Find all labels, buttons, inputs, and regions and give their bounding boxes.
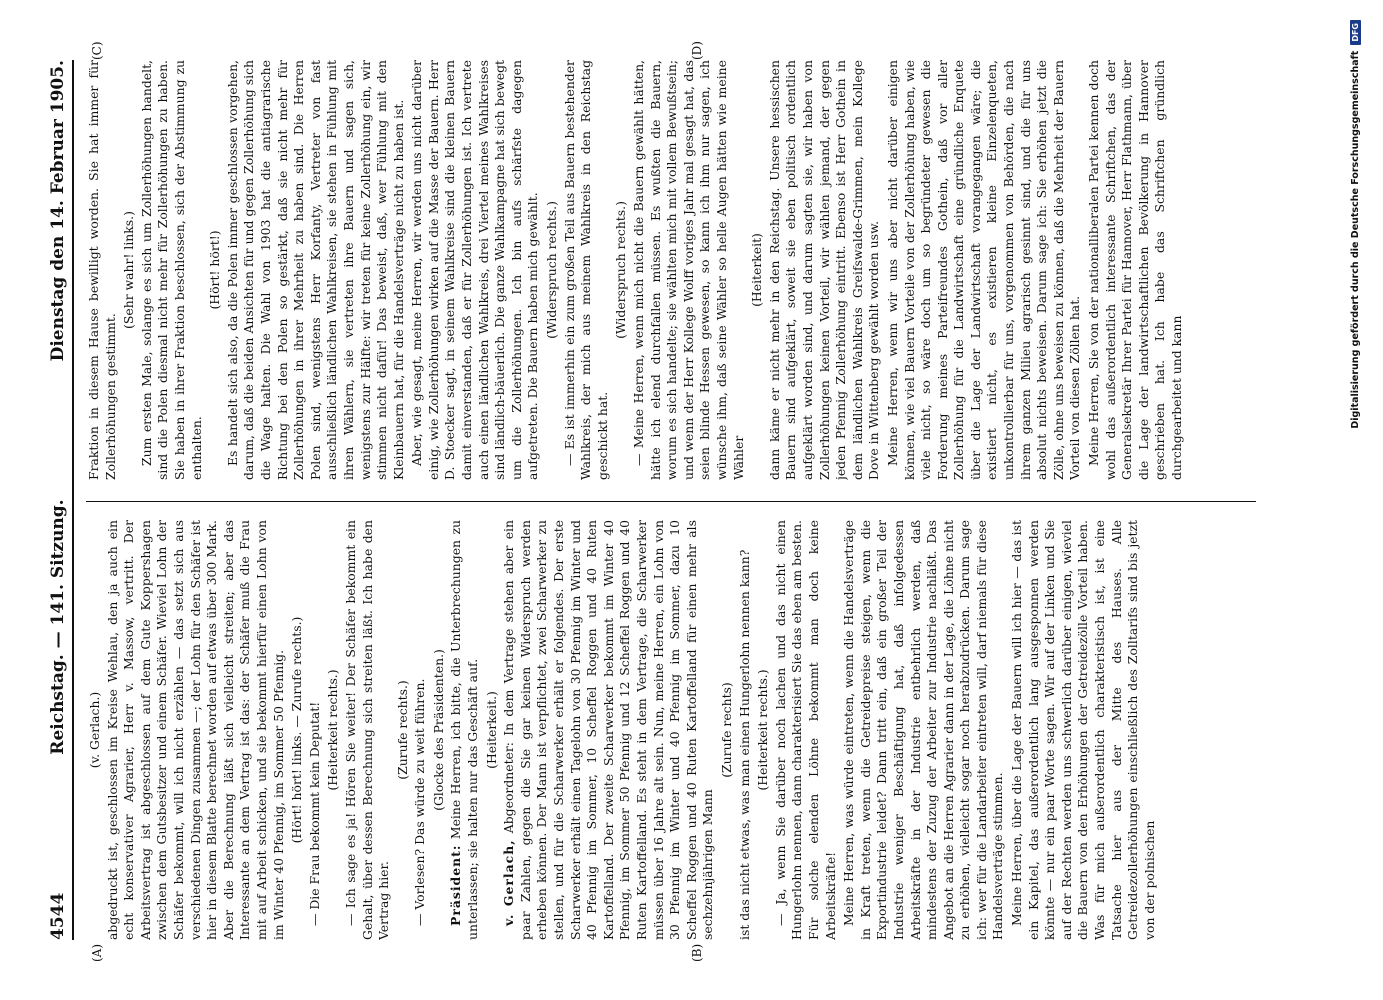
left-interjection: (Zurufe rechts) — [718, 682, 734, 778]
digitization-note — [1350, 20, 1361, 440]
dfg-logo: DFG — [1350, 20, 1361, 45]
margin-marker-a: (A) — [90, 943, 104, 962]
speaker-name: v. Gerlach, — [501, 839, 517, 926]
left-interjection: (Heiterkeit rechts.) — [755, 669, 771, 791]
speaker-text: Abgeordneter: In dem Vertrage stehen aber ein paar Zahlen, gegen die Sie gar keinen Widerspruch werden erheben können. Der Mann ist verpflichtet, zwei Scharwerker zu stellen, und für die Scharwerker erhält er folgendes. Der erste Scharwerker erhält einen Tagelohn von 30 Pfennig im Winter und 40 Pfennig im Sommer, 10 Scheffel Roggen und 40 Ruten Kartoffelland. Der zweite Scharwerker bekommt im Winter 40 Pfennig, im Sommer 50 Pfennig und 12 Scheffel Roggen und 40 Ruten Kartoffelland. Es steht in dem Vertrage, die Scharwerker müssen über 16 Jahre alt sein. Nun, meine Herren, ein Lohn von 30 Pfennig im Winter und 40 Pfennig im Sommer, dazu 10 Scheffel Roggen und 40 Ruten Kartoffelland für einen mehr als sechzehnjährigen Mann — [501, 520, 716, 940]
right-paragraph: Es handelt sich also, da die Polen immer geschlossen vorgehen, darum, daß die beiden Ansichten für und gegen Zollerhöhung sich die Wage halten. Die Wahl von 1903 hat die antiagrarische Richtung bei den Polen so gestärkt, daß sie nicht mehr für Zollerhöhungen in ihrer Mehrheit zu haben sind. Die Herren Polen sind, wenigstens Herr Korfanty, Vertreter von fast ausschließlich ländlichen Wahlkreisen, sie stehen in Fühlung mit ihren Wählern, sie vertreten ihre Bauern und sagen sich, wenigstens zur Hälfte: wir treten für keine Zollerhöhung ein, wir stimmen nicht dafür! Das beweist, daß, wer Fühlung mit den Kleinbauern hat, für die Handelsverträge nicht zu haben ist. — [224, 60, 406, 480]
column-divider — [86, 501, 1256, 502]
header-rule — [72, 60, 74, 940]
right-paragraph: — Meine Herren, wenn mich nicht die Bauern gewählt hätten, hätte ich elend durchfallen müssen. Es wußten die Bauern, worum es sich handelte; sie wählten mich mit vollem Bewußtsein; und wenn der Herr Kollege Wolff voriges Jahr mal gesagt hat, das seien blinde Hessen gewesen, so kann ich ihm nur sagen, ich wünsche ihm, daß seine Wähler so helle Augen hätten wie meine Wähler — [631, 60, 746, 480]
speaker-text: Meine Herren, ich bitte, die Unterbrechungen zu unterlassen; sie halten nur das Geschäft auf. — [448, 520, 481, 940]
left-interjection: (Heiterkeit.) — [483, 691, 499, 769]
left-paragraph: ist das nicht etwas, was man einen Hungerlohn nennen kann? — [736, 549, 752, 940]
right-interjection: (Sehr wahr! links.) — [121, 211, 137, 329]
left-interjection: (v. Gerlach.) — [87, 691, 102, 769]
left-column — [86, 520, 1256, 940]
right-paragraph: — Es ist immerhin ein zum großen Teil aus Bauern bestehender Wahlkreis, der mich aus meinem Wahlkreis in den Reichstag geschickt hat. — [561, 60, 610, 480]
right-paragraph: dann käme er nicht mehr in den Reichstag. Unsere hessischen Bauern sind aufgeklärt, soweit sie eben politisch ordentlich aufgeklärt worden sind, und darum sagten sie, wir haben von Zollerhöhungen keinen Vorteil, wir wählen jemand, der gegen jeden Pfennig Zollerhöhung eintritt. Ebenso ist Herr Gothein in dem ländlichen Wahlkreis Greifswalde-Grimmen, mein Kollege Dove in Wittenberg gewählt worden usw. — [766, 60, 882, 480]
right-interjection: (Widerspruch rechts.) — [544, 201, 560, 339]
right-column — [86, 60, 1256, 480]
page-header — [40, 60, 68, 940]
left-paragraph: — Vorlesen? Das würde zu weit führen. — [412, 678, 428, 926]
page-number: 4544 — [48, 892, 68, 940]
right-paragraph: Fraktion in diesem Hause bewilligt worden. Sie hat immer für Zollerhöhungen gestimmt. — [86, 60, 118, 480]
left-paragraph: abgedruckt ist, geschlossen im Kreise Wehlau, den ja auch ein echt konservativer Agrarier, Herr v. Massow, vertritt. Der Arbeitsvertrag ist abgeschlossen auf dem Gute Koppershagen zwischen dem Gutsbesitzer und einem Schäfer. Wieviel Lohn der Schäfer bekommt, will ich nicht erzählen — das setzt sich aus verschiedenen Dingen zusammen —; der Lohn für den Schäfer ist hier in diesem Blatte berechnet worden auf etwas über 300 Mark. Aber die Berechnung läßt sich vielleicht streiten; aber das Interessante an dem Vertrag ist das: der Schäfer muß die Frau mit auf Arbeit schicken, und sie bekommt hierfür einen Lohn von im Winter 40 Pfennig, im Sommer 50 Pfennig. — [104, 520, 286, 940]
left-paragraph: — Ich sage es ja! Hören Sie weiter! Der Schäfer bekommt ein Gehalt, über dessen Berechnung sich streiten läßt. Ich habe den Vertrag hier. — [342, 520, 392, 940]
margin-marker-d: (D) — [690, 41, 704, 60]
left-interjection: (Zurufe rechts.) — [394, 680, 410, 780]
right-interjection: (Widerspruch rechts.) — [613, 201, 629, 339]
left-interjection: (Heiterkeit rechts.) — [325, 669, 341, 791]
speaker-name: Präsident: — [448, 844, 464, 926]
dfg-note-text: Digitalisierung gefördert durch die Deutsche Forschungsgemeinschaft — [1350, 50, 1361, 429]
session-date: Dienstag den 14. Februar 1905. — [48, 60, 68, 362]
left-speaker-paragraph — [448, 520, 481, 940]
right-paragraph: Aber, wie gesagt, meine Herren, wir werden uns nicht darüber einig, wie Zollerhöhungen wirken auf die Masse der Bauern. Herr D. Stoecker sagt, in seinem Wahlkreise sind die kleinen Bauern damit einverstanden, daß er für Zollerhöhungen ist. Ich vertrete auch einen ländlichen Wahlkreis, drei Viertel meines Wahlkreises sind ländlich-bäuerlich. Die ganze Wahlkampagne hat sich bewegt um die Zollerhöhungen. Ich bin aufs schärfste dagegen aufgetreten. Die Bauern haben mich gewählt. — [409, 60, 541, 480]
margin-marker-b: (B) — [690, 943, 704, 962]
right-interjection: (Hört! hört!) — [207, 230, 223, 310]
left-speaker-paragraph — [501, 520, 717, 940]
right-paragraph: Meine Herren, wenn wir uns aber nicht darüber einigen können, wie viel Bauern Vorteile von der Zollerhöhung haben, wie viele nicht, so wäre doch um so begründeter gewesen die Forderung meines Parteifreundes Gothein, daß vor aller Zollerhöhung für die Landwirtschaft eine gründliche Enquete über die Lage der Landwirtschaft vorangegangen wäre; die existiert nicht, es existieren kleine Einzelenqueten, unkontrollierbar für uns, vorgenommen von Behörden, die nach ihrem ganzen Milieu agrarisch gesinnt sind, und die für uns absolut nichts beweisen. Darum sage ich: Sie erhöhen jetzt die Zölle, ohne uns beweisen zu können, daß die Mehrheit der Bauern Vorteil von diesen Zöllen hat. — [884, 60, 1083, 480]
left-paragraph: Meine Herren, über die Lage der Bauern will ich hier — das ist ein Kapitel, das außerordentlich lang ausgesponnen werden könnte — nur ein paar Worte sagen. Wir auf der Linken und Sie auf der Rechten werden uns schwerlich darüber einigen, wieviel die Bauern von den Erhöhungen der Getreidezölle Vorteil haben. Was für mich außerordentlich charakteristisch ist, ist eine Tatsache hier aus der Mitte des Hauses. Alle Getreidezollerhöhungen einschließlich des Zolltarifs sind bis jetzt von der polnischen — [1009, 520, 1157, 940]
right-paragraph: Meine Herren, Sie von der nationalliberalen Partei kennen doch wohl das außerordentlich interessante Schriftchen, das der Generalsekretär Ihrer Partei für Hannover, Herr Flathmann, über die Lage der landwirtschaftlichen Bevölkerung in Hannover geschrieben hat. Ich habe das Schriftchen gründlich durchgearbeitet und kann — [1086, 60, 1184, 480]
session-title: Reichstag. — 141. Sitzung. — [48, 499, 68, 755]
left-paragraph: — Ja, wenn Sie darüber noch lachen und das nicht einen Hungerlohn nennen, dann charakterisiert Sie das eben am besten. Für solche elenden Löhne bekommt man doch keine Arbeitskräfte! — [772, 520, 838, 940]
left-interjection: (Hört! hört! links. — Zurufe rechts.) — [289, 616, 305, 844]
right-paragraph: Zum ersten Male, solange es sich um Zollerhöhungen handelt, sind die Polen diesmal nicht mehr für Zollerhöhungen zu haben. Sie haben in ihrer Fraktion beschlossen, sich der Abstimmung zu enthalten. — [138, 60, 204, 480]
left-interjection: (Glocke des Präsidenten.) — [430, 649, 446, 811]
margin-marker-c: (C) — [90, 41, 104, 60]
left-paragraph: Meine Herren, was würde eintreten, wenn die Handelsverträge in Kraft treten, wenn die Getreidepreise steigen, wenn die Exportindustrie leidet? Dann tritt ein, daß ein großer Teil der Industrie weniger Beschäftigung hat, daß infolgedessen Arbeitskräfte in der Industrie entbehrlich werden, daß mindestens der Zuzug der Arbeiter zur Industrie nachläßt. Das Angebot an die Herren Agrarier dann in der Lage, die Löhne nicht zu erhöhen, vielleicht sogar noch herabzudrücken. Darum sage ich: wer für die Landarbeiter eintreten will, darf niemals für diese Handelsverträge stimmen. — [841, 520, 1006, 940]
left-paragraph: — Die Frau bekommt kein Deputat! — [306, 701, 322, 926]
right-interjection: (Heiterkeit) — [749, 233, 765, 307]
